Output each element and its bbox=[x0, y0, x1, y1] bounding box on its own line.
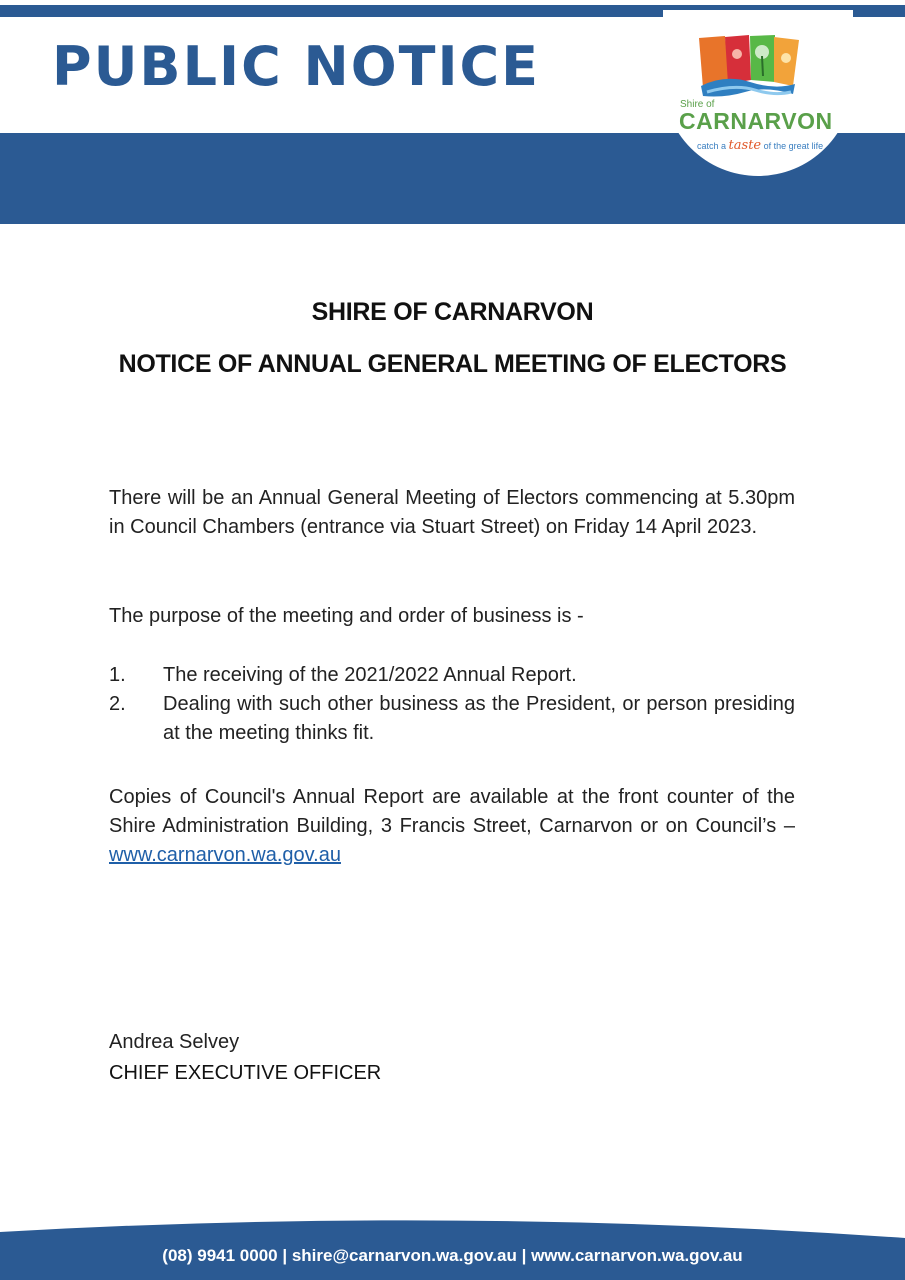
annual-report-text: Copies of Council's Annual Report are available at the front counter of the Shire Administration Building, 3 Francis Street, Carnarvon or on Council’s – bbox=[109, 786, 795, 837]
page-title: PUBLIC NOTICE bbox=[52, 35, 541, 98]
signer-name: Andrea Selvey bbox=[109, 1031, 240, 1053]
annual-report-paragraph bbox=[109, 783, 795, 870]
logo-tagline-pre: catch a bbox=[697, 141, 727, 151]
footer-wave bbox=[0, 1200, 905, 1280]
logo-name-text: CARNARVON bbox=[679, 108, 833, 134]
meeting-details-paragraph: There will be an Annual General Meeting of Electors commencing at 5.30pm in Council Chambers (entrance via Stuart Street) on Friday 14 April 2023. bbox=[109, 487, 795, 538]
list-item-number: 2. bbox=[109, 693, 126, 715]
council-website-link[interactable]: www.carnarvon.wa.gov.au bbox=[109, 844, 341, 866]
notice-heading-shire: SHIRE OF CARNARVON bbox=[311, 298, 594, 326]
logo-shire-of-text: Shire of bbox=[680, 99, 715, 110]
footer-contact: (08) 9941 0000 | shire@carnarvon.wa.gov.au | www.carnarvon.wa.gov.au bbox=[162, 1246, 743, 1265]
logo-tagline bbox=[697, 138, 823, 153]
logo-tagline-emphasis: taste bbox=[728, 138, 762, 153]
list-item bbox=[109, 661, 795, 690]
list-item-text: The receiving of the 2021/2022 Annual Report. bbox=[163, 664, 577, 686]
logo-tagline-post: of the great life bbox=[763, 141, 824, 151]
list-item-number: 1. bbox=[109, 664, 126, 686]
notice-heading-meeting: NOTICE OF ANNUAL GENERAL MEETING OF ELECTORS bbox=[118, 350, 787, 378]
list-item-text: Dealing with such other business as the President, or person presiding at the meeting thinks fit. bbox=[163, 693, 795, 744]
order-of-business-list bbox=[109, 661, 795, 748]
purpose-paragraph: The purpose of the meeting and order of business is - bbox=[109, 605, 584, 627]
list-item bbox=[109, 690, 795, 748]
signer-title: CHIEF EXECUTIVE OFFICER bbox=[109, 1062, 382, 1084]
shire-logo-graphic bbox=[695, 34, 819, 100]
